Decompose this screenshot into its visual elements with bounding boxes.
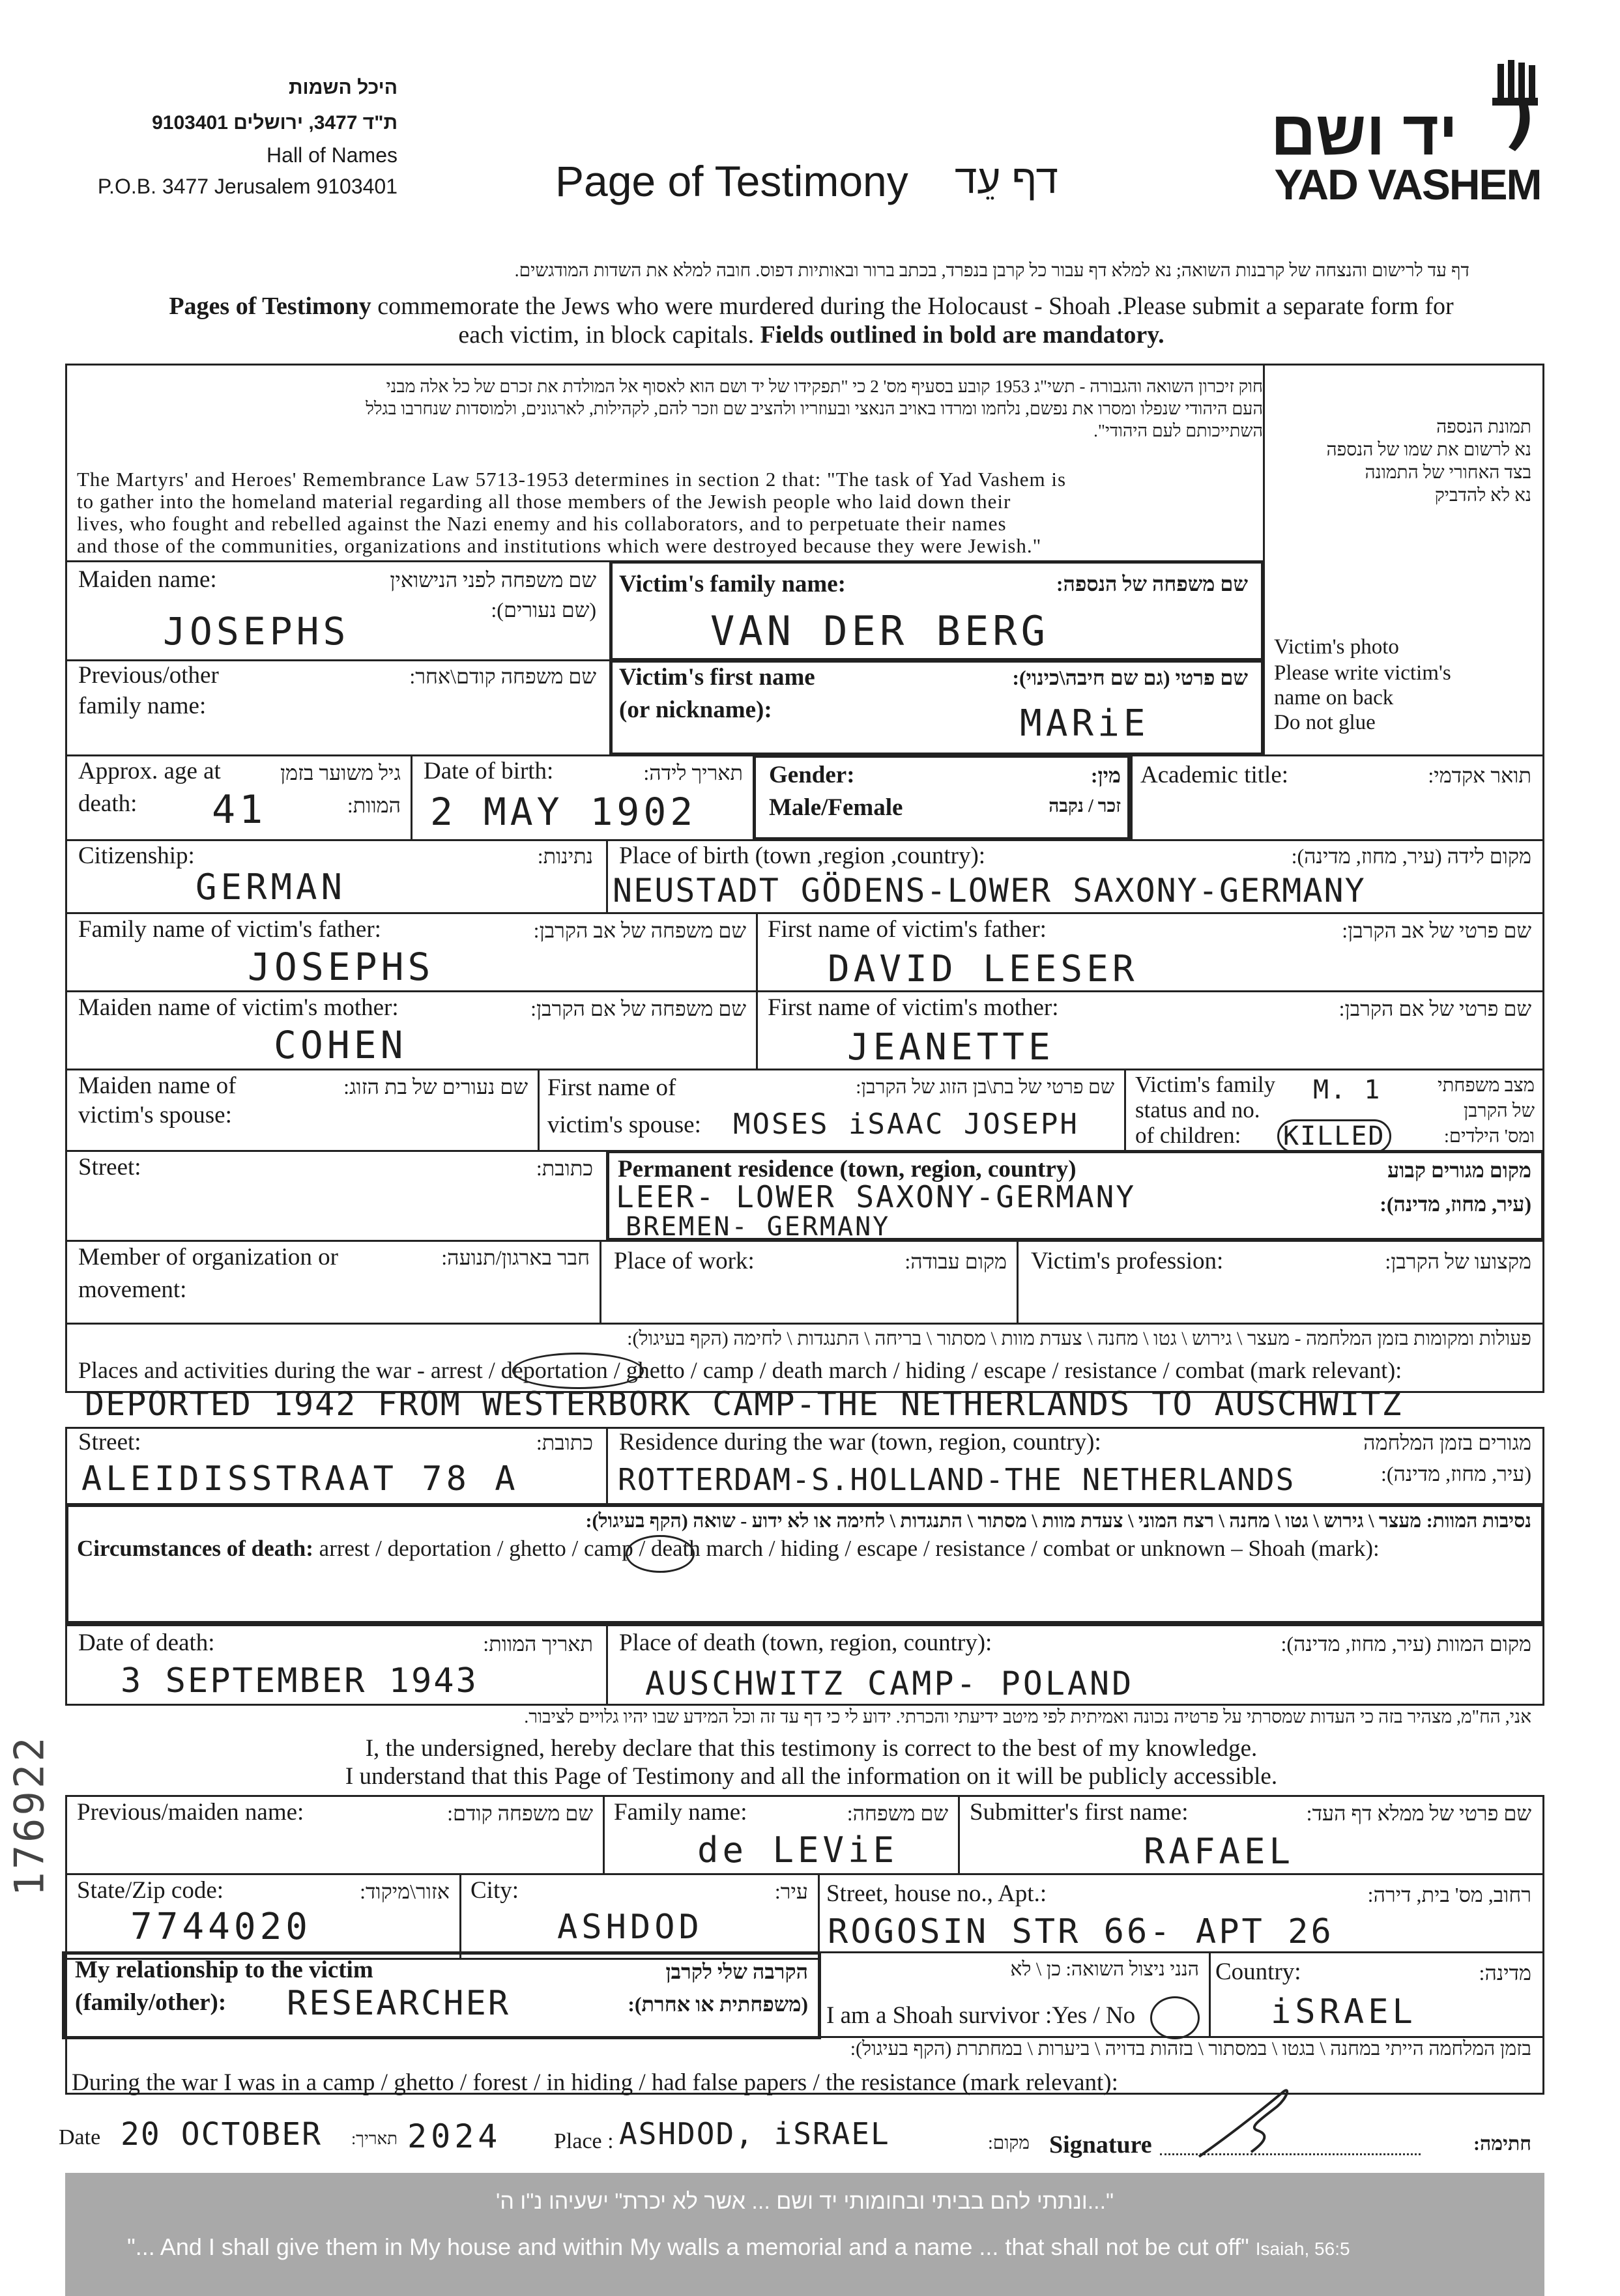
footer-english: "... And I shall give them in My house and within My walls a memorial and a name ... that shall not be cut off" bbox=[127, 2233, 1249, 2260]
profession-label: Victim's profession: bbox=[1031, 1248, 1224, 1274]
dob-hebrew: תאריך לידה: bbox=[643, 761, 743, 784]
page-title-hebrew: דף עֵד bbox=[955, 157, 1058, 202]
intro-text-2: each victim, in block capitals. bbox=[458, 321, 760, 349]
submitter-family-hebrew: שם משפחה: bbox=[846, 1801, 948, 1825]
family-status-label-1: Victim's family bbox=[1135, 1072, 1276, 1097]
first-name-label-2: (or nickname): bbox=[619, 696, 772, 723]
age-label-2: death: bbox=[78, 790, 137, 817]
maiden-name-hebrew: שם משפחה לפני הנישואין bbox=[390, 568, 596, 592]
submitter-family-value[interactable]: de LEViE bbox=[697, 1830, 899, 1871]
photo-english-1: Victim's photo bbox=[1274, 635, 1399, 659]
page-title: Page of Testimony bbox=[555, 157, 908, 205]
intro-text: commemorate the Jews who were murdered during the Holocaust - Shoah .Please submit a separate form for bbox=[371, 293, 1454, 320]
photo-english-3: name on back bbox=[1274, 686, 1394, 710]
submitter-previous-label: Previous/maiden name: bbox=[77, 1799, 304, 1826]
survivor-label: I am a Shoah survivor :Yes / No bbox=[826, 2002, 1136, 2029]
footer-hebrew: "...ונתתי להם בביתי ובחומותי יד ושם ... אשר לא יכרת" ישעיהו נ"ו ה' bbox=[495, 2189, 1114, 2214]
margin-number: 176922 bbox=[5, 1734, 53, 1897]
family-status-label-2: status and no. bbox=[1135, 1097, 1260, 1123]
permanent-residence-value-2[interactable]: BREMEN- GERMANY bbox=[626, 1212, 891, 1242]
citizenship-hebrew: נתינות: bbox=[537, 844, 593, 868]
footer-reference: Isaiah, 56:5 bbox=[1255, 2239, 1350, 2259]
war-activities-label: Places and activities during the war - arrest / deportation / ghetto / camp / death march / hiding / escape / resistance / combat (mark relevant): bbox=[78, 1357, 1402, 1383]
family-status-hebrew-3: ומס' הילדים: bbox=[1443, 1126, 1535, 1147]
age-hebrew-1: גיל משוער בזמן bbox=[280, 761, 401, 784]
intro-bold: Pages of Testimony bbox=[169, 293, 371, 320]
dob-value[interactable]: 2 MAY 1902 bbox=[430, 790, 697, 834]
date-label: Date bbox=[59, 2125, 101, 2149]
father-first-value[interactable]: DAVID LEESER bbox=[828, 948, 1138, 990]
declaration-english-2: I understand that this Page of Testimony and all the information on it will be publicly accessible. bbox=[345, 1763, 1278, 1790]
first-name-label-1: Victim's first name bbox=[619, 664, 815, 691]
maiden-name-label: Maiden name: bbox=[78, 566, 217, 593]
submitter-first-label: Submitter's first name: bbox=[970, 1799, 1189, 1826]
spouse-first-label-2: victim's spouse: bbox=[547, 1112, 701, 1138]
relationship-label-2: (family/other): bbox=[75, 1989, 227, 2016]
previous-name-hebrew: שם משפחה קודם\אחר: bbox=[409, 665, 596, 688]
photo-english-4: Do not glue bbox=[1274, 711, 1376, 734]
war-residence-label: Residence during the war (town, region, country): bbox=[619, 1429, 1101, 1456]
previous-name-label-1: Previous/other bbox=[78, 662, 219, 689]
law-english-1: The Martyrs' and Heroes' Remembrance Law 5713-1953 determines in section 2 that: "The task of Yad Vashem is bbox=[77, 468, 1067, 491]
relationship-hebrew-1: הקרבה שלי לקרבן bbox=[665, 1960, 808, 1983]
maiden-name-hebrew-2: (שם נעורים): bbox=[491, 598, 596, 622]
logo-english: YAD VASHEM bbox=[1274, 160, 1541, 208]
dob-label: Date of birth: bbox=[424, 758, 554, 784]
law-english-2: to gather into the homeland material regarding all those members of the Jewish people who laid down their bbox=[77, 490, 1011, 513]
relationship-label-1: My relationship to the victim bbox=[75, 1957, 373, 1983]
place-of-birth-label: Place of birth (town ,region ,country): bbox=[619, 842, 986, 869]
photo-hebrew-1: תמונת הנספה bbox=[1436, 417, 1531, 437]
street-label: Street: bbox=[78, 1154, 141, 1181]
circumstances-options: arrest / deportation / ghetto / camp / death march / hiding / escape / resistance / combat or unknown – Shoah (mark): bbox=[313, 1536, 1380, 1561]
signature-hebrew: חתימה: bbox=[1473, 2133, 1531, 2155]
photo-hebrew-4: נא לא להדביק bbox=[1434, 485, 1531, 506]
no-circle[interactable] bbox=[1150, 1996, 1200, 2039]
family-name-hebrew: שם משפחה של הנספה: bbox=[1056, 572, 1248, 596]
gender-hebrew-2: זכר / נקבה bbox=[1049, 796, 1121, 816]
zip-label: State/Zip code: bbox=[77, 1877, 224, 1904]
father-first-label: First name of victim's father: bbox=[768, 916, 1047, 943]
date-of-death-hebrew: תאריך המוות: bbox=[483, 1632, 593, 1656]
war-residence-value[interactable]: ROTTERDAM-S.HOLLAND-THE NETHERLANDS bbox=[618, 1462, 1295, 1497]
date-value-2[interactable]: 2024 bbox=[407, 2117, 502, 2155]
deportation-circle bbox=[512, 1353, 644, 1389]
org-address-english: P.O.B. 3477 Jerusalem 9103401 bbox=[97, 175, 398, 198]
war-activities-value[interactable]: DEPORTED 1942 FROM WESTERBORK CAMP-THE NETHERLANDS TO AUSCHWITZ bbox=[85, 1385, 1403, 1423]
citizenship-label: Citizenship: bbox=[78, 842, 195, 869]
city-value[interactable]: ASHDOD bbox=[557, 1908, 703, 1947]
signature-scribble bbox=[1186, 2082, 1297, 2166]
country-label: Country: bbox=[1215, 1959, 1301, 1985]
place-of-work-hebrew: מקום עבודה: bbox=[904, 1250, 1007, 1273]
place-of-death-value[interactable]: AUSCHWITZ CAMP- POLAND bbox=[645, 1665, 1135, 1702]
age-hebrew-2: המוות: bbox=[347, 794, 401, 817]
member-label-1: Member of organization or bbox=[78, 1244, 338, 1270]
org-name-hebrew: היכל השמות bbox=[288, 77, 398, 98]
camp-circle bbox=[626, 1535, 695, 1573]
permanent-residence-hebrew-2: (עיר, מחוז, מדינה): bbox=[1380, 1192, 1531, 1216]
intro-line-2 bbox=[65, 321, 1557, 349]
family-name-value[interactable]: VAN DER BERG bbox=[710, 607, 1049, 655]
survivor-hebrew: הנני ניצול השואה: כן \ לא bbox=[1010, 1959, 1199, 1980]
gender-hebrew: מין: bbox=[1090, 764, 1121, 787]
law-hebrew-1: חוק זיכרון השואה והגבורה - תשי"ג 1953 קובע בסעיף מס' 2 כי "תפקידו של יד ושם הוא לאסוף אל המולדת את זכרם של כל אלה מבני bbox=[386, 377, 1263, 396]
place-of-birth-value[interactable]: NEUSTADT GÖDENS-LOWER SAXONY-GERMANY bbox=[613, 872, 1366, 910]
place-of-death-label: Place of death (town, region, country): bbox=[619, 1629, 992, 1656]
circumstances-label: Circumstances of death: bbox=[77, 1536, 313, 1561]
date-value-1[interactable]: 20 OCTOBER bbox=[121, 2116, 322, 2153]
age-label-1: Approx. age at bbox=[78, 758, 221, 784]
spouse-maiden-label-1: Maiden name of bbox=[78, 1072, 237, 1099]
member-label-2: movement: bbox=[78, 1276, 187, 1303]
circumstances-line bbox=[77, 1536, 1380, 1562]
war-street-label: Street: bbox=[78, 1429, 141, 1456]
academic-title-hebrew: תואר אקדמי: bbox=[1428, 764, 1531, 787]
place-hebrew: מקום: bbox=[988, 2133, 1030, 2153]
spouse-first-value[interactable]: MOSES iSAAC JOSEPH bbox=[733, 1108, 1079, 1141]
law-hebrew-3: השתייכותם לעם היהודי". bbox=[1093, 421, 1263, 440]
place-value[interactable]: ASHDOD, iSRAEL bbox=[619, 2116, 890, 2151]
citizenship-value[interactable]: GERMAN bbox=[195, 867, 347, 908]
family-status-hebrew-2: של הקרבן bbox=[1463, 1100, 1535, 1121]
war-street-value[interactable]: ALEIDISSTRAAT 78 A bbox=[81, 1459, 519, 1499]
war-residence-hebrew-1: מגורים בזמן המלחמה bbox=[1363, 1431, 1531, 1454]
during-war-label: During the war I was in a camp / ghetto / forest / in hiding / had false papers / the resistance (mark relevant): bbox=[72, 2069, 1118, 2096]
first-name-hebrew: שם פרטי (גם שם חיבה\כינוי): bbox=[1012, 666, 1248, 689]
intro-line-1 bbox=[65, 292, 1557, 321]
place-of-death-hebrew: מקום המוות (עיר, מחוז, מדינה): bbox=[1280, 1632, 1531, 1656]
place-of-birth-hebrew: מקום לידה (עיר, מחוז, מדינה): bbox=[1291, 844, 1531, 868]
photo-english-2: Please write victim's bbox=[1274, 661, 1451, 685]
circumstances-hebrew: נסיבות המוות: מעצר \ גירוש \ גטו \ מחנה \ רצח המוני \ צעדת מוות \ מסתור \ התנגדות \ לחימה או לא ידוע - שואה (הקף בעיגול): bbox=[585, 1510, 1531, 1532]
gender-label: Gender: bbox=[769, 762, 855, 788]
country-hebrew: מדינה: bbox=[1479, 1961, 1531, 1985]
permanent-residence-value-1[interactable]: LEER- LOWER SAXONY-GERMANY bbox=[616, 1179, 1136, 1214]
zip-hebrew: אזור\מיקוד: bbox=[360, 1880, 450, 1903]
war-street-hebrew: כתובת: bbox=[536, 1431, 593, 1454]
place-of-work-label: Place of work: bbox=[614, 1248, 755, 1274]
submitter-family-label: Family name: bbox=[614, 1799, 747, 1826]
mother-maiden-hebrew: שם משפחה של אם הקרבן: bbox=[530, 997, 746, 1020]
date-hebrew: תאריך: bbox=[351, 2129, 398, 2148]
intro-hebrew: דף עד לרישום והנצחה של קרבנות השואה; נא למלא דף עבור כל קרבן בנפרד, בכתב ברור ובאותיות דפוס. חובה למלא את השדות המודגשים. bbox=[514, 261, 1469, 281]
member-hebrew: חבר בארגון/תנועה: bbox=[441, 1246, 590, 1269]
submitter-street-value[interactable]: ROGOSIN STR 66- APT 26 bbox=[828, 1912, 1334, 1951]
street-hebrew: כתובת: bbox=[536, 1156, 593, 1180]
father-family-label: Family name of victim's father: bbox=[78, 916, 381, 943]
family-name-label: Victim's family name: bbox=[619, 571, 846, 597]
city-label: City: bbox=[470, 1877, 519, 1904]
submitter-street-hebrew: רחוב, מס' בית, דירה: bbox=[1367, 1883, 1531, 1906]
permanent-residence-label: Permanent residence (town, region, country) bbox=[618, 1156, 1077, 1183]
footer-quote bbox=[127, 2233, 1350, 2261]
spouse-first-hebrew: שם פרטי של בת\בן הזוג של הקרבן: bbox=[856, 1076, 1114, 1098]
war-residence-hebrew-2: (עיר, מחוז, מדינה): bbox=[1381, 1462, 1531, 1485]
during-war-hebrew: בזמן המלחמה הייתי במחנה \ בגטו \ במסתור \ בזהות בדויה \ ביערות \ במחתרת (הקף בעיגול): bbox=[850, 2038, 1531, 2059]
relationship-value[interactable]: RESEARCHER bbox=[287, 1984, 511, 2023]
maiden-name-value[interactable]: JOSEPHS bbox=[163, 609, 350, 653]
logo-hebrew: יד ושם bbox=[1271, 98, 1458, 168]
spouse-maiden-hebrew: שם נעורים של בת הזוג: bbox=[343, 1075, 528, 1098]
mother-maiden-value[interactable]: COHEN bbox=[274, 1023, 407, 1067]
spouse-first-label-1: First name of bbox=[547, 1074, 676, 1101]
org-name-english: Hall of Names bbox=[267, 143, 398, 167]
submitter-first-value[interactable]: RAFAEL bbox=[1144, 1831, 1295, 1872]
family-status-label-3: of children: bbox=[1135, 1123, 1241, 1148]
submitter-previous-hebrew: שם משפחה קודם: bbox=[447, 1801, 593, 1825]
date-of-death-label: Date of death: bbox=[78, 1629, 215, 1656]
city-hebrew: עיר: bbox=[774, 1880, 808, 1903]
father-first-hebrew: שם פרטי של אב הקרבן: bbox=[1342, 919, 1531, 942]
gender-label-2: Male/Female bbox=[769, 794, 903, 821]
family-status-value-2[interactable]: KILLED bbox=[1277, 1119, 1391, 1153]
father-family-hebrew: שם משפחה של אב הקרבן: bbox=[533, 919, 746, 942]
law-english-3: lives, who fought and rebelled against the Nazi enemy and his collaborators, and to perpetuate their names bbox=[77, 512, 1007, 535]
age-value[interactable]: 41 bbox=[212, 787, 267, 833]
country-value[interactable]: iSRAEL bbox=[1271, 1992, 1417, 2031]
declaration-english-1: I, the undersigned, hereby declare that this testimony is correct to the best of my knowledge. bbox=[365, 1735, 1258, 1762]
mother-first-label: First name of victim's mother: bbox=[768, 994, 1059, 1021]
law-english-4: and those of the communities, organizations and institutions which were destroyed because they were Jewish." bbox=[77, 534, 1042, 557]
signature-label: Signature bbox=[1049, 2131, 1152, 2159]
family-status-hebrew-1: מצב משפחתי bbox=[1438, 1075, 1535, 1096]
org-address-hebrew: ת"ד 3477, ירושלים 9103401 bbox=[152, 112, 398, 134]
previous-name-label-2: family name: bbox=[78, 693, 207, 719]
mother-first-hebrew: שם פרטי של אם הקרבן: bbox=[1338, 997, 1531, 1020]
relationship-hebrew-2: (משפחתית או אחרת): bbox=[628, 1992, 808, 2016]
mother-maiden-label: Maiden name of victim's mother: bbox=[78, 994, 399, 1021]
family-status-value[interactable]: M. 1 bbox=[1313, 1075, 1381, 1105]
zip-value[interactable]: 7744020 bbox=[130, 1906, 312, 1948]
academic-title-label: Academic title: bbox=[1140, 762, 1289, 788]
law-hebrew-2: העם היהודי שנפלו ומסרו את נפשם, נלחמו ומרדו באויב הנאצי ובעוזריו ולהציב שם וזכר להם, לקהילות, לארגונים, ולמוסדות שנחרבו בגלל bbox=[366, 399, 1263, 418]
spouse-maiden-label-2: victim's spouse: bbox=[78, 1102, 232, 1128]
date-of-death-value[interactable]: 3 SEPTEMBER 1943 bbox=[121, 1661, 478, 1700]
photo-hebrew-3: בצד האחורי של התמונה bbox=[1365, 463, 1531, 483]
photo-hebrew-2: נא לרשום את שמו של הנספה bbox=[1326, 440, 1531, 460]
permanent-residence-hebrew-1: מקום מגורים קבוע bbox=[1387, 1158, 1531, 1182]
submitter-street-label: Street, house no., Apt.: bbox=[826, 1880, 1047, 1907]
profession-hebrew: מקצועו של הקרבן: bbox=[1385, 1250, 1531, 1273]
father-family-value[interactable]: JOSEPHS bbox=[248, 945, 435, 989]
war-activities-hebrew: פעולות ומקומות בזמן המלחמה - מעצר \ גירוש \ גטו \ מחנה \ צעדת מוות \ מסתור \ בריחה \ התנגדות \ לחימה (הקף בעיגול): bbox=[627, 1328, 1531, 1349]
submitter-first-hebrew: שם פרטי של ממלא דף העד: bbox=[1306, 1801, 1531, 1825]
first-name-value[interactable]: MARiE bbox=[1020, 702, 1150, 745]
mother-first-value[interactable]: JEANETTE bbox=[847, 1026, 1054, 1069]
intro-mandatory: Fields outlined in bold are mandatory. bbox=[760, 321, 1164, 349]
place-label: Place : bbox=[554, 2129, 614, 2153]
declaration-hebrew: אני, הח"מ, מצהיר בזה כי העדות שמסרתי על פרטיה נכונה ואמיתית לפי מיטב ידיעתי והכרתי. ידוע לי כי דף עד זה וכל המידע שבו יהיו גלויים לציבור. bbox=[524, 1707, 1531, 1727]
